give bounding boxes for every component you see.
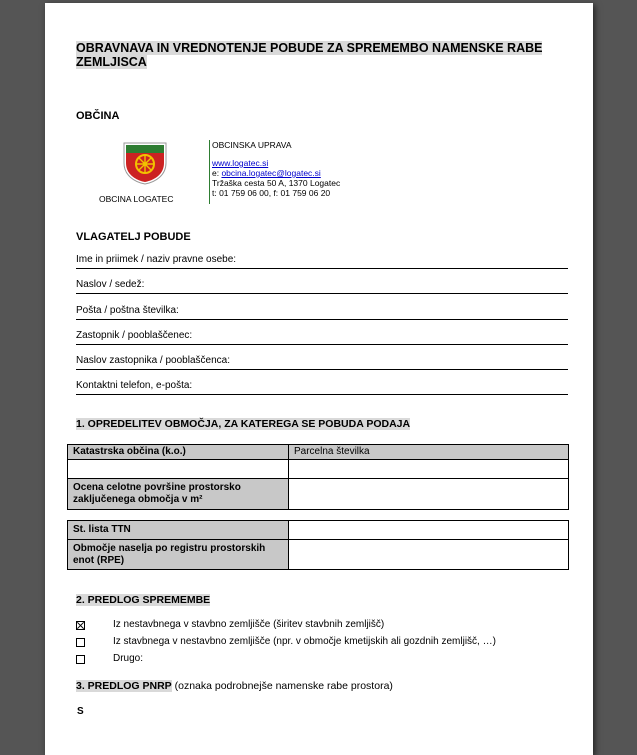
checkbox-unchecked[interactable] xyxy=(76,638,85,647)
document-page xyxy=(45,3,593,755)
section3-heading: 3. PREDLOG PNRP (oznaka podrobnejše namenske rabe prostora) xyxy=(76,680,393,692)
field-post[interactable]: Pošta / poštna številka: xyxy=(76,304,568,320)
contact-divider xyxy=(209,140,210,204)
parcel-cell[interactable] xyxy=(289,460,569,479)
option-to-building-land[interactable]: Iz nestavbnega v stavbno zemljišče (širitev stavbnih zemljišč) xyxy=(76,619,384,631)
ttn-cell[interactable] xyxy=(289,521,569,540)
rpe-label: Območje naselja po registru prostorskih enot (RPE) xyxy=(68,540,289,570)
contact-block xyxy=(212,140,340,198)
field-contact[interactable]: Kontaktni telefon, e-pošta: xyxy=(76,379,568,395)
cadastral-cell[interactable] xyxy=(68,460,289,479)
email-link[interactable]: obcina.logatec@logatec.si xyxy=(221,168,321,178)
col-cadastral: Katastrska občina (k.o.) xyxy=(68,445,289,460)
ttn-label: St. lista TTN xyxy=(68,521,289,540)
section1-heading: 1. OPREDELITEV OBMOČJA, ZA KATEREGA SE POBUDA PODAJA xyxy=(76,418,411,430)
website-link[interactable]: www.logatec.si xyxy=(212,158,269,168)
option-to-non-building-land[interactable]: Iz stavbnega v nestavbno zemljišče (npr. v območje kmetijskih ali gozdnih zemljišč, …) xyxy=(76,636,496,648)
area-estimate-label: Ocena celotne površine prostorsko zaključenega območja v m² xyxy=(68,479,289,510)
area-estimate-cell[interactable] xyxy=(289,479,569,510)
field-representative[interactable]: Zastopnik / pooblaščenec: xyxy=(76,329,568,345)
section2-heading: 2. PREDLOG SPREMEMBE xyxy=(76,594,211,606)
contact-org: OBCINSKA UPRAVA xyxy=(212,140,292,150)
contact-phone: t: 01 759 06 00, f: 01 759 06 20 xyxy=(212,188,331,198)
checkbox-unchecked[interactable] xyxy=(76,655,85,664)
field-name[interactable]: Ime in priimek / naziv pravne osebe: xyxy=(76,253,568,269)
field-representative-address[interactable]: Naslov zastopnika / pooblaščenca: xyxy=(76,354,568,370)
coat-of-arms-logo xyxy=(122,139,168,185)
applicant-heading: VLAGATELJ POBUDE xyxy=(76,231,191,243)
obcina-label: OBČINA xyxy=(76,110,120,122)
logo-caption: OBCINA LOGATEC xyxy=(99,194,174,204)
area-table xyxy=(67,444,569,510)
pnrp-value[interactable]: S xyxy=(77,706,84,717)
contact-address: Tržaška cesta 50 A, 1370 Logatec xyxy=(212,178,341,188)
field-address[interactable]: Naslov / sedež: xyxy=(76,278,568,294)
document-title: OBRAVNAVA IN VREDNOTENJE POBUDE ZA SPREMEMBO NAMENSKE RABE ZEMLJISCA xyxy=(76,41,543,69)
checkbox-checked[interactable] xyxy=(76,621,85,630)
col-parcel: Parcelna številka xyxy=(289,445,569,460)
contact-email-line: e: obcina.logatec@logatec.si xyxy=(212,168,321,178)
option-other[interactable]: Drugo: xyxy=(76,653,143,665)
ttn-table xyxy=(67,520,569,570)
rpe-cell[interactable] xyxy=(289,540,569,570)
